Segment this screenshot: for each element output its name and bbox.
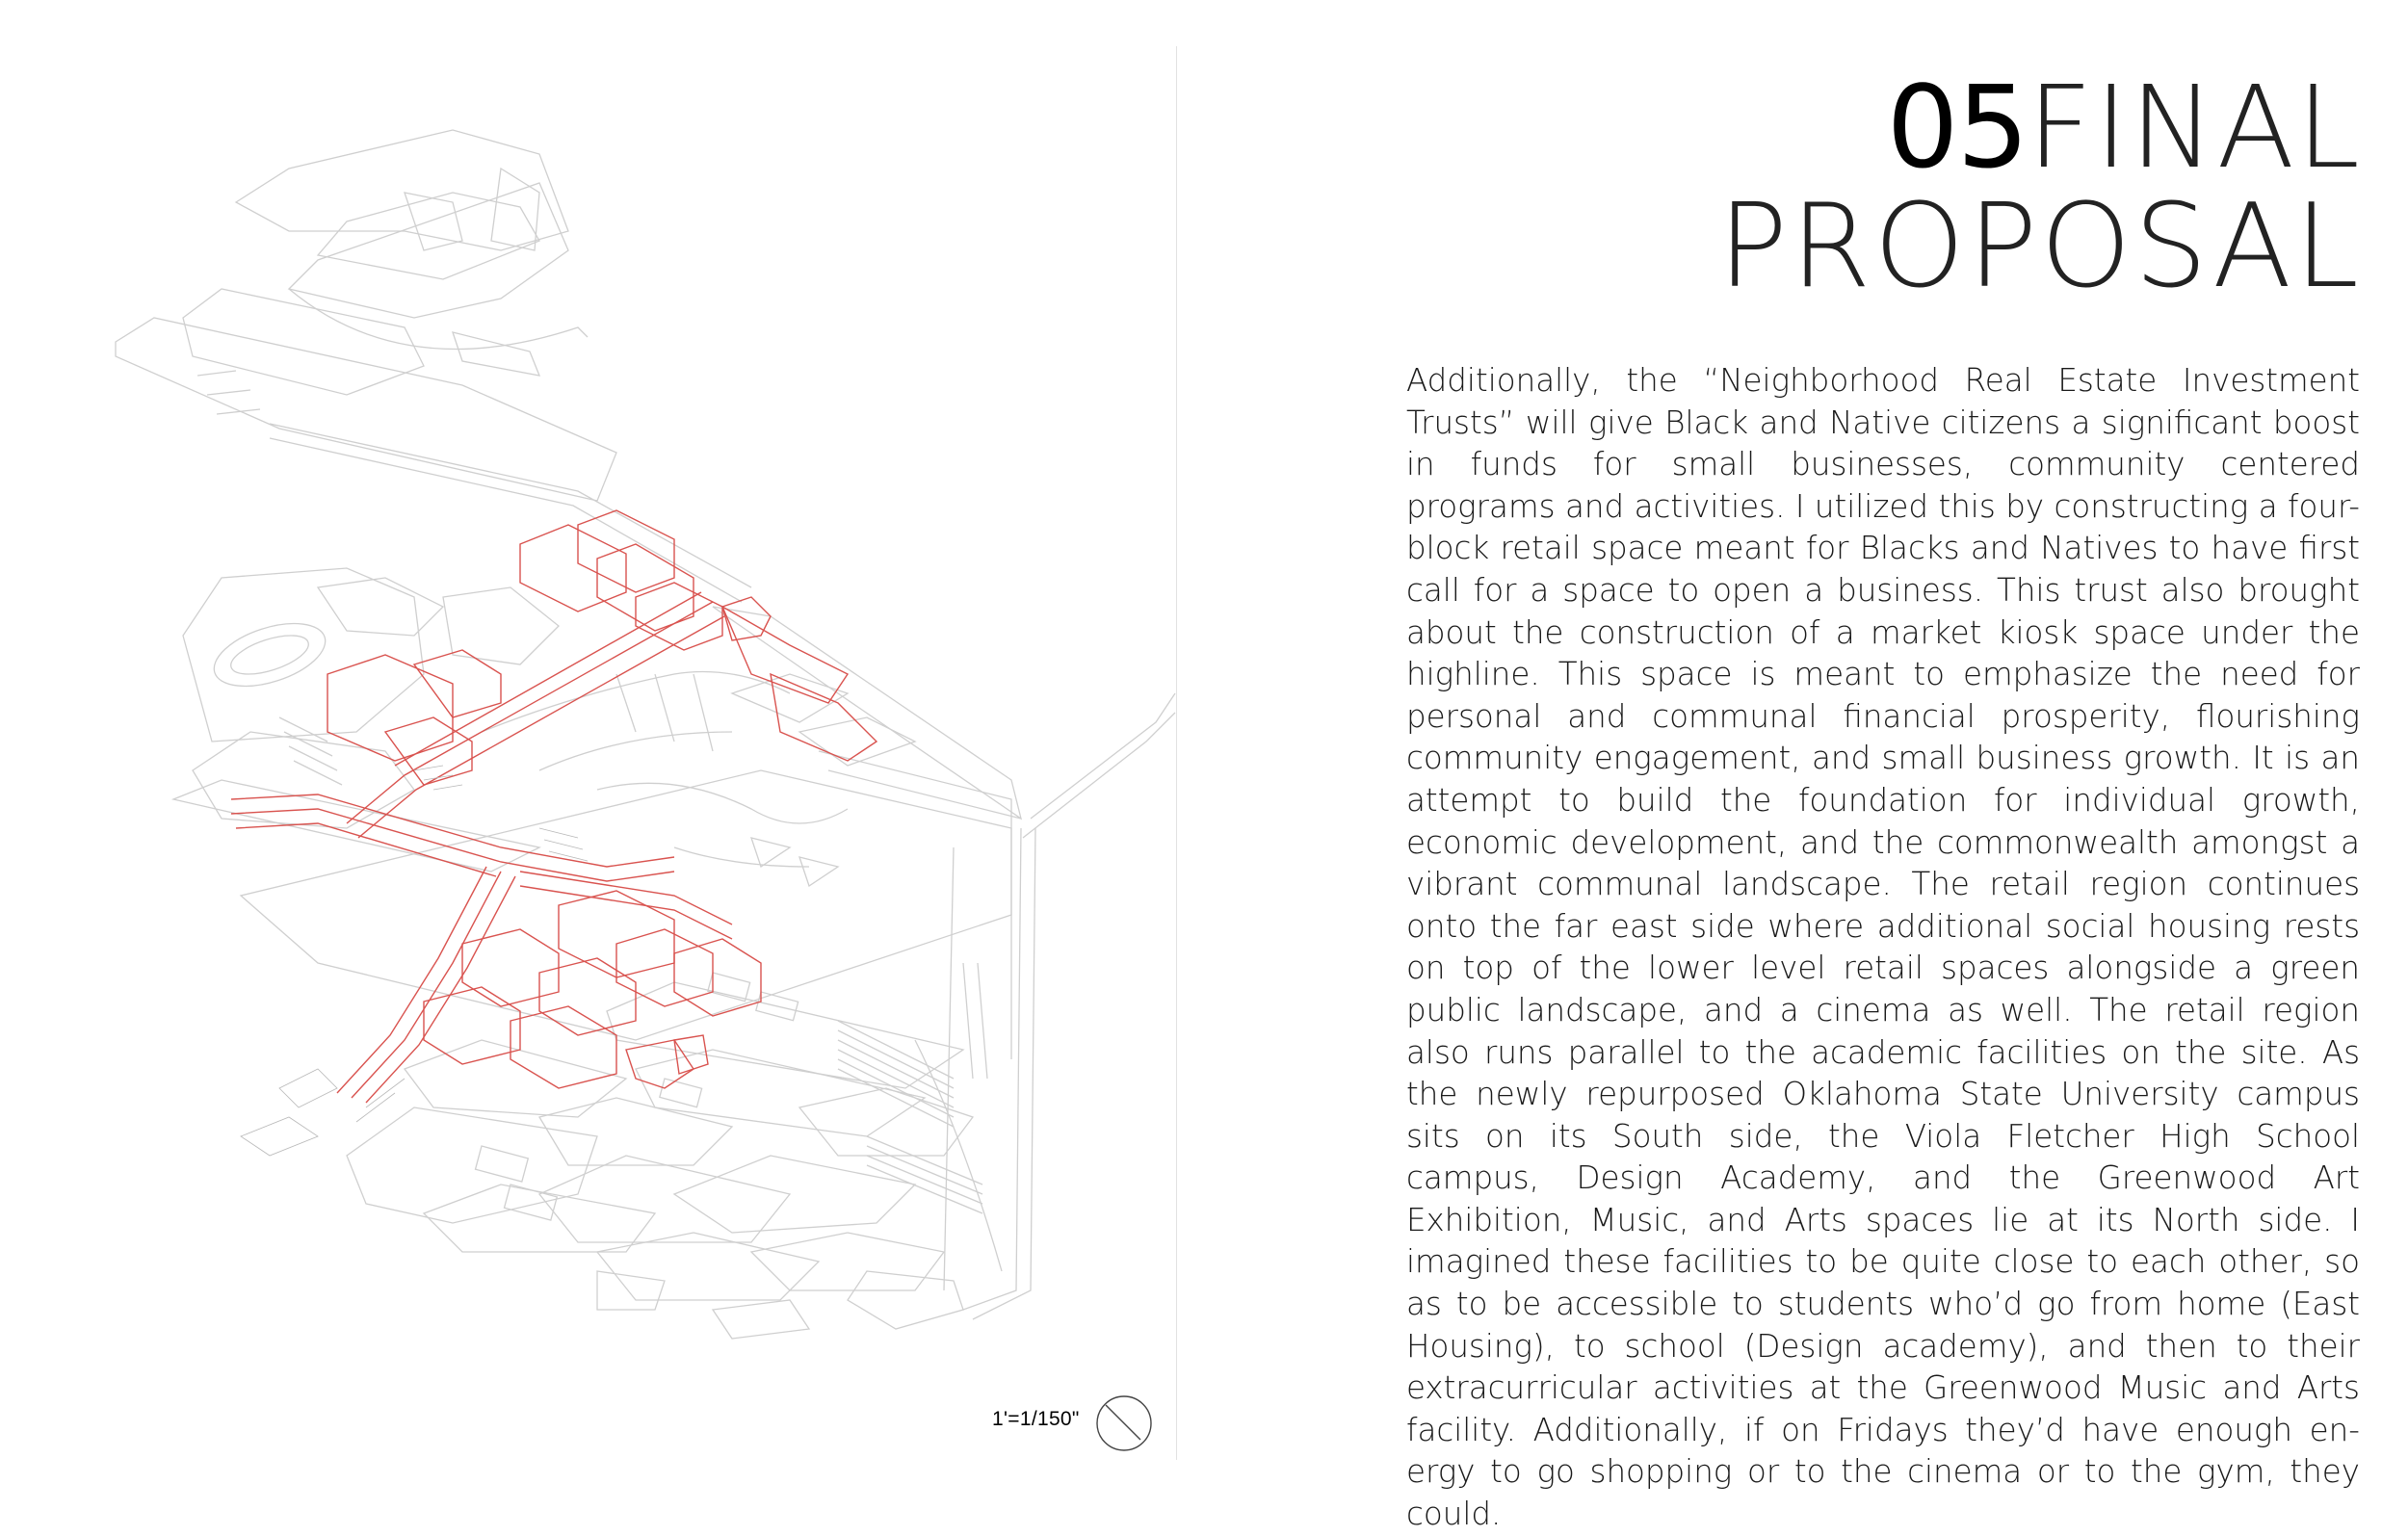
page-title — [1717, 61, 2362, 315]
drawing-page — [0, 0, 1175, 1497]
context-linework — [116, 130, 1175, 1339]
north-arrow-icon — [1094, 1393, 1154, 1453]
title-line-1 — [1718, 61, 2362, 195]
axonometric-site-plan — [0, 0, 1175, 1497]
scale-label: 1'=1/150" — [992, 1408, 1080, 1430]
body-paragraph: Additionally, the “Neighborhood Real Estate Investment Trusts” will give Black and Native citizens a significant boost in funds for small businesses, community centered programs and activities. I utilized this by constructing a four-block retail space meant for Blacks and Natives to have first call for a space to open a business. This trust also brought about the construction of a market kiosk space under the highline. This space is meant to emphasize the need for personal and communal financial prosperity, flourishing community engagement, and small business growth. It is an attempt to build the foundation for individual growth, economic development, and the commonwealth amongst a vibrant communal landscape. The retail region continues onto the far east side where additional social housing rests on top of the lower level retail spaces alongside a green public landscape, and a cinema as well. The retail region also runs parallel to the academic facilities on the site. As the newly repurposed Oklahoma State University campus sits on its South side, the Viola Fletcher High School campus, Design Academy, and the Greenwood Art Exhibition, Music, and Arts spaces lie at its North side. I imagined these facilities to be quite close to each other, so as to be accessible to students who’d go from home (East Housing), to school (Design academy), and then to their extracurricular activities at the Greenwood Music and Arts facility. Additionally, if on Fridays they’d have enough energy to go shopping or to the cinema or to the gym, they could. — [1406, 362, 2360, 1533]
title-word: FINAL — [2027, 61, 2362, 195]
title-line-2: PROPOSAL — [1717, 180, 2362, 315]
section-number: 05 — [1886, 61, 2028, 195]
page-gutter — [1176, 46, 1177, 1460]
proposal-linework — [231, 510, 877, 1103]
